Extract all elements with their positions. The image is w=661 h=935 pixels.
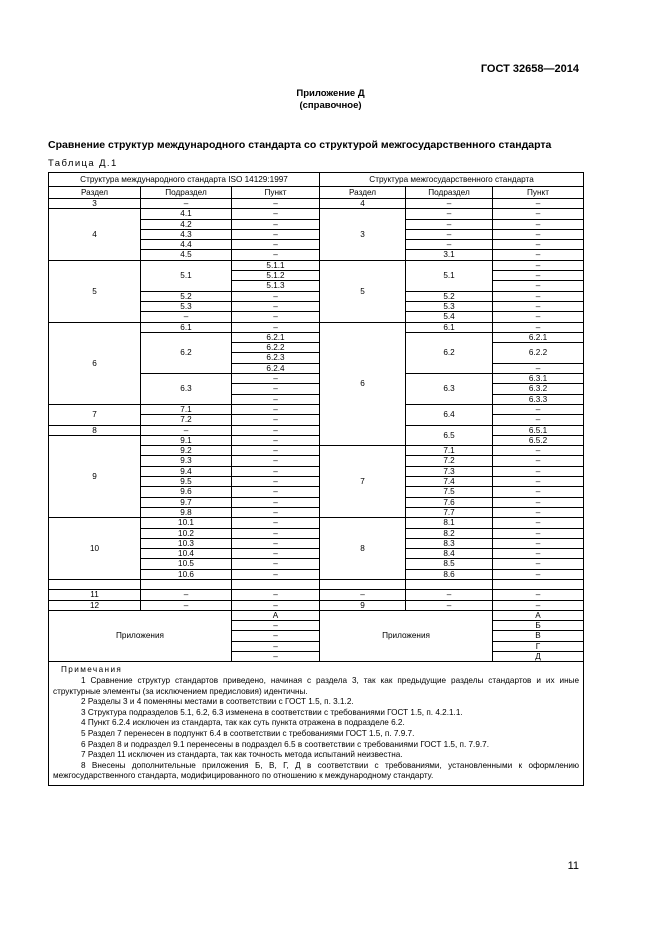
cell: –	[232, 497, 320, 507]
cell: –	[493, 240, 584, 250]
cell: 4.4	[141, 240, 232, 250]
note-1: 1 Сравнение структур стандартов приведено, начиная с раздела 3, так как предыдущие разделы стандартов и их иные структурные элементы (за исключением предисловия) идентичны.	[53, 675, 580, 696]
cell: 4	[49, 209, 141, 260]
appendix-subtitle: (справочное)	[299, 100, 362, 111]
note-3: 3 Структура подразделов 5.1, 6.2, 6.3 изменена в соответствии с требованиями ГОСТ 1.5, п. 4.2.1.1.	[81, 707, 463, 717]
cell: 6.2.1	[232, 332, 320, 342]
cell: –	[232, 641, 320, 651]
notes-title: Примечания	[61, 665, 123, 675]
appendix-title: Приложение Д	[296, 88, 365, 99]
col-section: Раздел	[320, 187, 406, 199]
cell: 6.5.2	[493, 435, 584, 445]
cell: –	[232, 209, 320, 219]
cell: 4.2	[141, 219, 232, 229]
page-number: 11	[567, 860, 579, 872]
table-row	[49, 404, 584, 414]
cell: 9	[49, 435, 141, 517]
note-8: 8 Внесены дополнительные приложения Б, В, Г, Д в соответствии с требованиями, установленными к оформлению межгосударственного стандарта, модифицированного по отношению к международному стандарту.	[53, 760, 580, 781]
cell: А	[493, 610, 584, 620]
cell: 10	[49, 518, 141, 580]
cell: 5.2	[141, 291, 232, 301]
notes-row	[49, 662, 584, 786]
note-5: 5 Раздел 7 перенесен в подпункт 6.4 в соответствии с требованиями ГОСТ 1.5, п. 7.9.7.	[81, 728, 415, 738]
cell: 8.1	[406, 518, 493, 528]
document-title: Сравнение структур международного стандарта со структурой межгосударственного стандарта	[48, 139, 552, 151]
cell: –	[232, 590, 320, 600]
table-row	[49, 260, 584, 270]
cell: –	[493, 549, 584, 559]
cell: 12	[49, 600, 141, 610]
cell: 3.1	[406, 250, 493, 260]
cell: 9	[320, 600, 406, 610]
cell: –	[493, 600, 584, 610]
cell: 6.2	[406, 332, 493, 373]
cell: 4.1	[141, 209, 232, 219]
cell: 5.1.1	[232, 260, 320, 270]
cell: Б	[493, 621, 584, 631]
cell: –	[493, 301, 584, 311]
cell: –	[406, 219, 493, 229]
cell: –	[406, 240, 493, 250]
cell: 6.3.3	[493, 394, 584, 404]
col-item: Пункт	[493, 187, 584, 199]
cell: 9.4	[141, 466, 232, 476]
cell: 5.1	[406, 260, 493, 291]
cell: 6.5.1	[493, 425, 584, 435]
cell: 6.2.1	[493, 332, 584, 342]
cell: В	[493, 631, 584, 641]
group-header-right: Структура межгосударственного стандарта	[320, 173, 584, 187]
table-row	[49, 209, 584, 219]
cell: 7.1	[141, 404, 232, 414]
table-row	[49, 199, 584, 209]
cell: 7.2	[406, 456, 493, 466]
cell: –	[493, 404, 584, 414]
cell: 6.2	[141, 332, 232, 373]
cell: –	[232, 384, 320, 394]
cell	[49, 579, 141, 589]
cell: А	[232, 610, 320, 620]
cell: 5.1.3	[232, 281, 320, 291]
cell: 6.2.4	[232, 363, 320, 373]
cell: –	[406, 209, 493, 219]
cell: –	[232, 477, 320, 487]
cell: 8	[49, 425, 141, 435]
cell: –	[493, 590, 584, 600]
cell: –	[406, 229, 493, 239]
cell: 7.5	[406, 487, 493, 497]
cell: –	[232, 322, 320, 332]
cell: 9.7	[141, 497, 232, 507]
cell: –	[493, 281, 584, 291]
cell: 11	[49, 590, 141, 600]
cell: –	[232, 487, 320, 497]
cell: –	[232, 240, 320, 250]
cell: 6.3.1	[493, 374, 584, 384]
cell: 5.3	[141, 301, 232, 311]
table-row	[49, 579, 584, 589]
cell: 10.1	[141, 518, 232, 528]
cell: 6	[320, 322, 406, 446]
cell: 6.3.2	[493, 384, 584, 394]
cell: –	[493, 487, 584, 497]
cell: –	[493, 497, 584, 507]
cell: 6.2.2	[232, 343, 320, 353]
cell: –	[493, 271, 584, 281]
cell: –	[232, 291, 320, 301]
standard-header: ГОСТ 32658—2014	[480, 63, 579, 75]
note-2: 2 Разделы 3 и 4 поменяны местами в соответствии с ГОСТ 1.5, п. 3.1.2.	[81, 697, 354, 707]
cell: 7.6	[406, 497, 493, 507]
cell: –	[232, 621, 320, 631]
cell: –	[232, 446, 320, 456]
cell: –	[232, 549, 320, 559]
table-row	[49, 610, 584, 620]
cell: –	[493, 528, 584, 538]
cell: 4.5	[141, 250, 232, 260]
cell: –	[141, 600, 232, 610]
cell: –	[320, 590, 406, 600]
cell: –	[232, 199, 320, 209]
cell: –	[232, 466, 320, 476]
cell: –	[141, 312, 232, 322]
cell: –	[232, 538, 320, 548]
cell: 6.2.3	[232, 353, 320, 363]
cell-appendices-right: Приложения	[320, 610, 493, 661]
cell	[493, 579, 584, 589]
cell: 4.3	[141, 229, 232, 239]
cell: 9.6	[141, 487, 232, 497]
table-row	[49, 322, 584, 332]
cell: 6.4	[406, 404, 493, 425]
table-row	[49, 518, 584, 528]
col-subsection: Подраздел	[406, 187, 493, 199]
cell: –	[493, 363, 584, 373]
cell: –	[493, 456, 584, 466]
cell	[141, 579, 232, 589]
cell: –	[232, 652, 320, 662]
cell: –	[493, 291, 584, 301]
cell: 7.4	[406, 477, 493, 487]
cell: –	[232, 518, 320, 528]
cell: –	[232, 425, 320, 435]
table-row	[49, 600, 584, 610]
cell: –	[232, 435, 320, 445]
cell: 8.3	[406, 538, 493, 548]
cell: –	[232, 394, 320, 404]
note-6: 6 Раздел 8 и подраздел 9.1 перенесены в подраздел 6.5 в соответствии с требованиями ГОСТ 1.5, п. 7.9.7.	[81, 739, 489, 749]
table-row	[49, 435, 584, 445]
cell: –	[493, 466, 584, 476]
cell: 6.1	[141, 322, 232, 332]
cell: –	[493, 250, 584, 260]
cell: –	[232, 219, 320, 229]
col-subsection: Подраздел	[141, 187, 232, 199]
cell-appendices-left: Приложения	[49, 610, 232, 661]
cell: –	[493, 312, 584, 322]
cell: 9.5	[141, 477, 232, 487]
cell: –	[493, 446, 584, 456]
cell: –	[232, 559, 320, 569]
cell: –	[232, 312, 320, 322]
cell: –	[232, 569, 320, 579]
cell: –	[406, 199, 493, 209]
cell: –	[493, 322, 584, 332]
cell: –	[232, 631, 320, 641]
cell: Д	[493, 652, 584, 662]
cell: 10.6	[141, 569, 232, 579]
cell: 5.4	[406, 312, 493, 322]
group-header-row	[49, 173, 584, 187]
cell: –	[232, 415, 320, 425]
cell: –	[406, 600, 493, 610]
col-section: Раздел	[49, 187, 141, 199]
cell: 9.1	[141, 435, 232, 445]
cell: 7.7	[406, 507, 493, 517]
cell: 7.1	[406, 446, 493, 456]
cell: 8	[320, 518, 406, 580]
cell: 9.8	[141, 507, 232, 517]
cell: –	[232, 507, 320, 517]
table-row	[49, 590, 584, 600]
cell: 7.3	[406, 466, 493, 476]
cell: 10.2	[141, 528, 232, 538]
cell: –	[493, 559, 584, 569]
cell: 5.3	[406, 301, 493, 311]
cell: 6.3	[141, 374, 232, 405]
cell: –	[493, 199, 584, 209]
cell: 7	[320, 446, 406, 518]
cell: –	[493, 209, 584, 219]
cell: 9.2	[141, 446, 232, 456]
cell: 5	[320, 260, 406, 322]
cell: 9.3	[141, 456, 232, 466]
cell	[232, 579, 320, 589]
cell: 8.4	[406, 549, 493, 559]
note-7: 7 Раздел 11 исключен из стандарта, так как точность метода испытаний неизвестна.	[81, 750, 403, 760]
cell: 3	[320, 209, 406, 260]
cell: 6.3	[406, 374, 493, 405]
cell: 7	[49, 404, 141, 425]
cell: 8.5	[406, 559, 493, 569]
cell: 10.3	[141, 538, 232, 548]
cell: 3	[49, 199, 141, 209]
cell: –	[493, 415, 584, 425]
comparison-table	[48, 172, 584, 786]
cell: 6	[49, 322, 141, 404]
cell: –	[406, 590, 493, 600]
cell: –	[493, 260, 584, 270]
cell: 6.2.2	[493, 343, 584, 364]
cell	[320, 579, 406, 589]
column-header-row	[49, 187, 584, 199]
cell: 5.1.2	[232, 271, 320, 281]
cell: 5.1	[141, 260, 232, 291]
table-row	[49, 425, 584, 435]
cell: –	[232, 301, 320, 311]
cell: –	[232, 374, 320, 384]
cell: –	[493, 229, 584, 239]
cell: –	[493, 518, 584, 528]
cell: 10.4	[141, 549, 232, 559]
cell: –	[232, 229, 320, 239]
cell: –	[232, 600, 320, 610]
group-header-left: Структура международного стандарта ISO 14129:1997	[49, 173, 320, 187]
cell: –	[493, 538, 584, 548]
cell: –	[493, 569, 584, 579]
table-label: Таблица Д.1	[48, 158, 118, 169]
cell: –	[232, 456, 320, 466]
cell: –	[141, 425, 232, 435]
cell: 10.5	[141, 559, 232, 569]
note-4: 4 Пункт 6.2.4 исключен из стандарта, так как суть пункта отражена в подразделе 6.2.	[81, 718, 405, 728]
cell: 4	[320, 199, 406, 209]
cell: –	[232, 250, 320, 260]
cell: Г	[493, 641, 584, 651]
cell: –	[141, 590, 232, 600]
cell: –	[493, 477, 584, 487]
cell: 8.6	[406, 569, 493, 579]
cell: 6.1	[406, 322, 493, 332]
cell: –	[493, 507, 584, 517]
cell: –	[232, 528, 320, 538]
cell: 5	[49, 260, 141, 322]
cell: 8.2	[406, 528, 493, 538]
cell: 6.5	[406, 425, 493, 446]
cell: –	[493, 219, 584, 229]
notes-cell	[49, 662, 584, 786]
cell: 5.2	[406, 291, 493, 301]
col-item: Пункт	[232, 187, 320, 199]
cell	[406, 579, 493, 589]
cell: –	[232, 404, 320, 414]
cell: –	[141, 199, 232, 209]
cell: 7.2	[141, 415, 232, 425]
